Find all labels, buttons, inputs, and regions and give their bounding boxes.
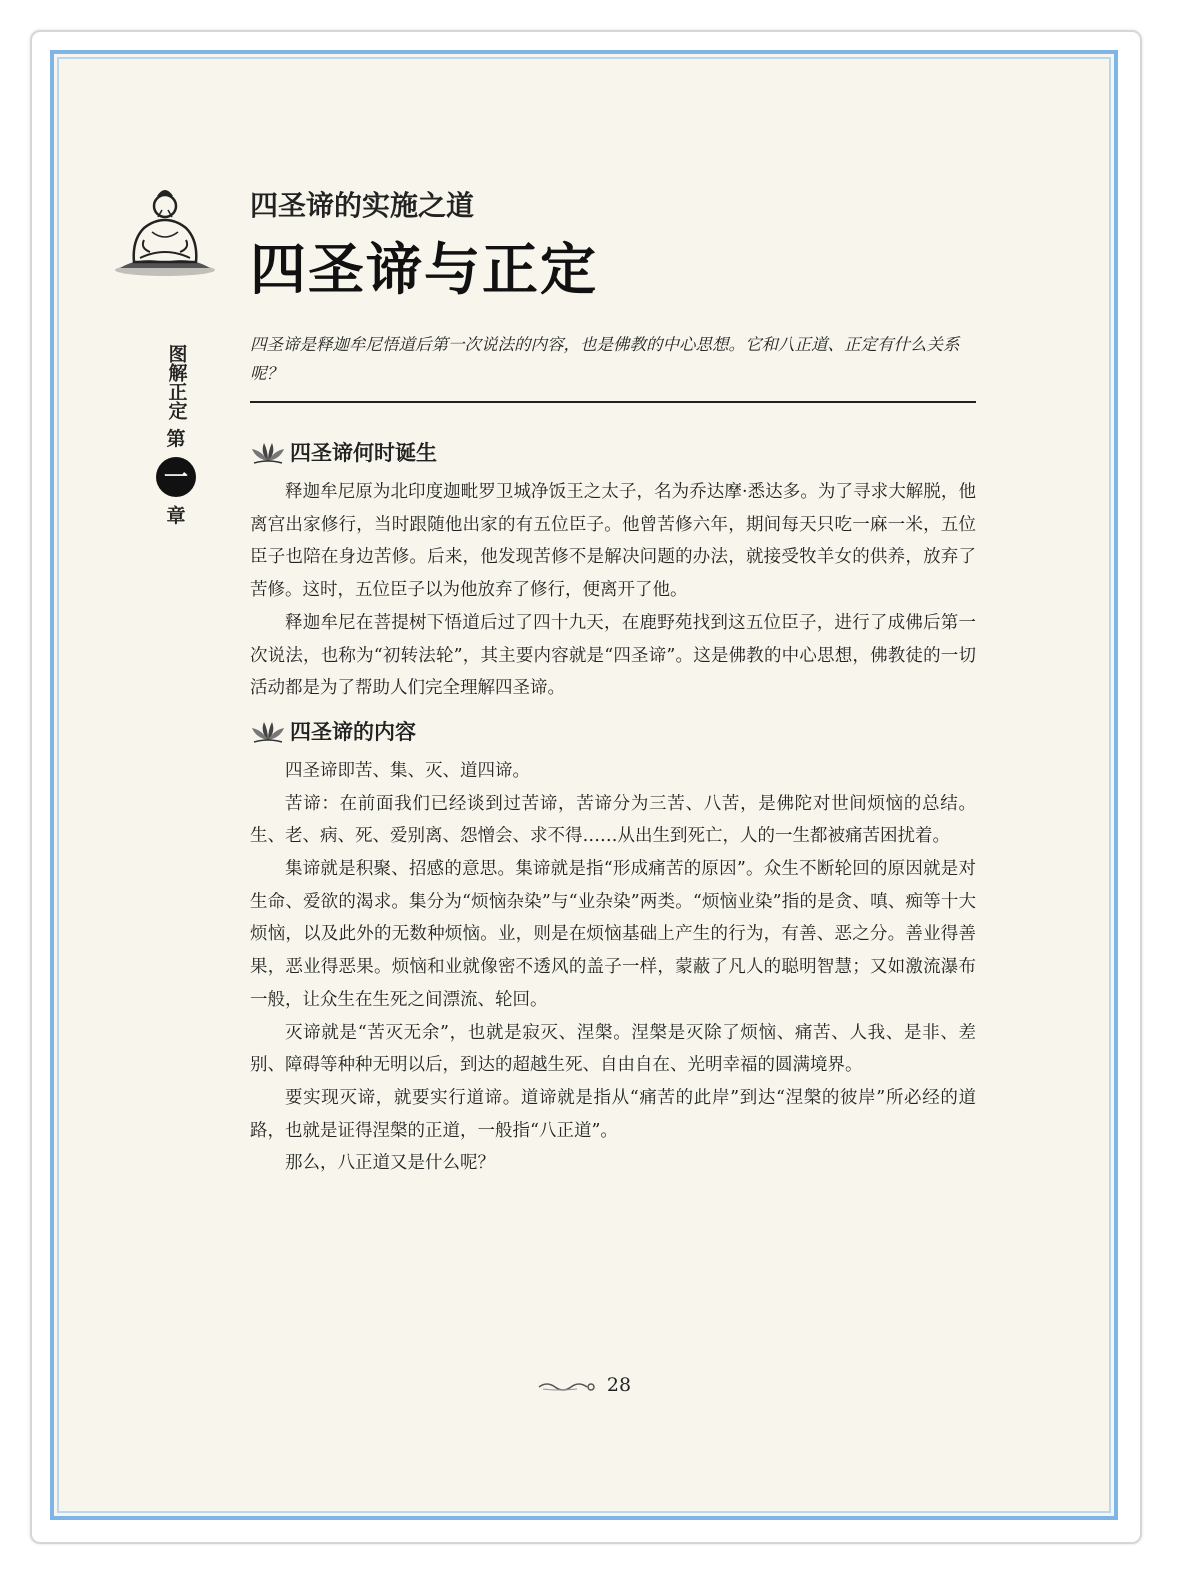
sidebar-book-title: 图解正定	[165, 344, 188, 420]
page-subtitle: 四圣谛的实施之道	[250, 189, 475, 222]
buddha-figure-icon	[110, 170, 220, 280]
book-page	[50, 50, 1118, 1520]
lotus-icon	[250, 439, 286, 465]
section	[250, 711, 976, 1180]
paragraph: 灭谛就是“苦灭无余”，也就是寂灭、涅槃。涅槃是灭除了烦恼、痛苦、人我、是非、差别、障碍等种种无明以后，到达的超越生死、自由自在、光明幸福的圆满境界。	[250, 1022, 976, 1076]
main-content	[250, 432, 976, 1180]
chapter-number-badge: 一	[156, 457, 196, 497]
paragraph: 那么，八正道又是什么呢？	[285, 1153, 495, 1174]
page-number	[54, 1374, 1114, 1396]
paragraph: 释迦牟尼原为北印度迦毗罗卫城净饭王之太子，名为乔达摩·悉达多。为了寻求大解脱，他离宫出家修行，当时跟随他出家的有五位臣子。他曾苦修六年，期间每天只吃一麻一米，五位臣子也陪在身边苦修。后来，他发现苦修不是解决问题的办法，就接受牧羊女的供养，放弃了苦修。这时，五位臣子以为他放弃了修行，便离开了他。	[250, 482, 976, 601]
section-title: 四圣谛何时诞生	[290, 440, 437, 465]
paragraph: 要实现灭谛，就要实行道谛。道谛就是指从“痛苦的此岸”到达“涅槃的彼岸”所必经的道路，也就是证得涅槃的正道，一般指“八正道”。	[250, 1087, 976, 1141]
swirl-ornament-icon	[537, 1379, 597, 1393]
paragraph: 释迦牟尼在菩提树下悟道后过了四十九天，在鹿野苑找到这五位臣子，进行了成佛后第一次说法，也称为“初转法轮”，其主要内容就是“四圣谛”。这是佛教的中心思想，佛教徒的一切活动都是为了帮助人们完全理解四圣谛。	[250, 612, 976, 699]
page-number-text: 28	[606, 1374, 632, 1396]
divider-rule	[250, 401, 976, 403]
sidebar-di: 第	[166, 428, 186, 450]
paragraph: 集谛就是积聚、招感的意思。集谛就是指“形成痛苦的原因”。众生不断轮回的原因就是对生命、爱欲的渴求。集分为“烦恼杂染”与“业杂染”两类。“烦恼业染”指的是贪、嗔、痴等十大烦恼，以及此外的无数种烦恼。业，则是在烦恼基础上产生的行为，有善、恶之分。善业得善果，恶业得恶果。烦恼和业就像密不透风的盖子一样，蒙蔽了凡人的聪明智慧；又如激流瀑布一般，让众生在生死之间漂流、轮回。	[250, 859, 976, 1010]
page-title: 四圣谛与正定	[250, 238, 598, 303]
lotus-icon	[250, 718, 286, 744]
sidebar-zhang: 章	[166, 505, 186, 527]
section	[250, 432, 976, 705]
paragraph: 四圣谛即苦、集、灭、道四谛。	[285, 760, 530, 781]
chapter-sidebar	[158, 344, 194, 528]
intro-text: 四圣谛是释迦牟尼悟道后第一次说法的内容，也是佛教的中心思想。它和八正道、正定有什么关系呢？	[250, 335, 960, 383]
section-title: 四圣谛的内容	[290, 718, 416, 744]
section-heading	[250, 711, 976, 751]
section-heading	[250, 432, 976, 472]
paragraph: 苦谛：在前面我们已经谈到过苦谛，苦谛分为三苦、八苦，是佛陀对世间烦恼的总结。生、老、病、死、爱别离、怨憎会、求不得……从出生到死亡，人的一生都被痛苦困扰着。	[250, 793, 976, 847]
